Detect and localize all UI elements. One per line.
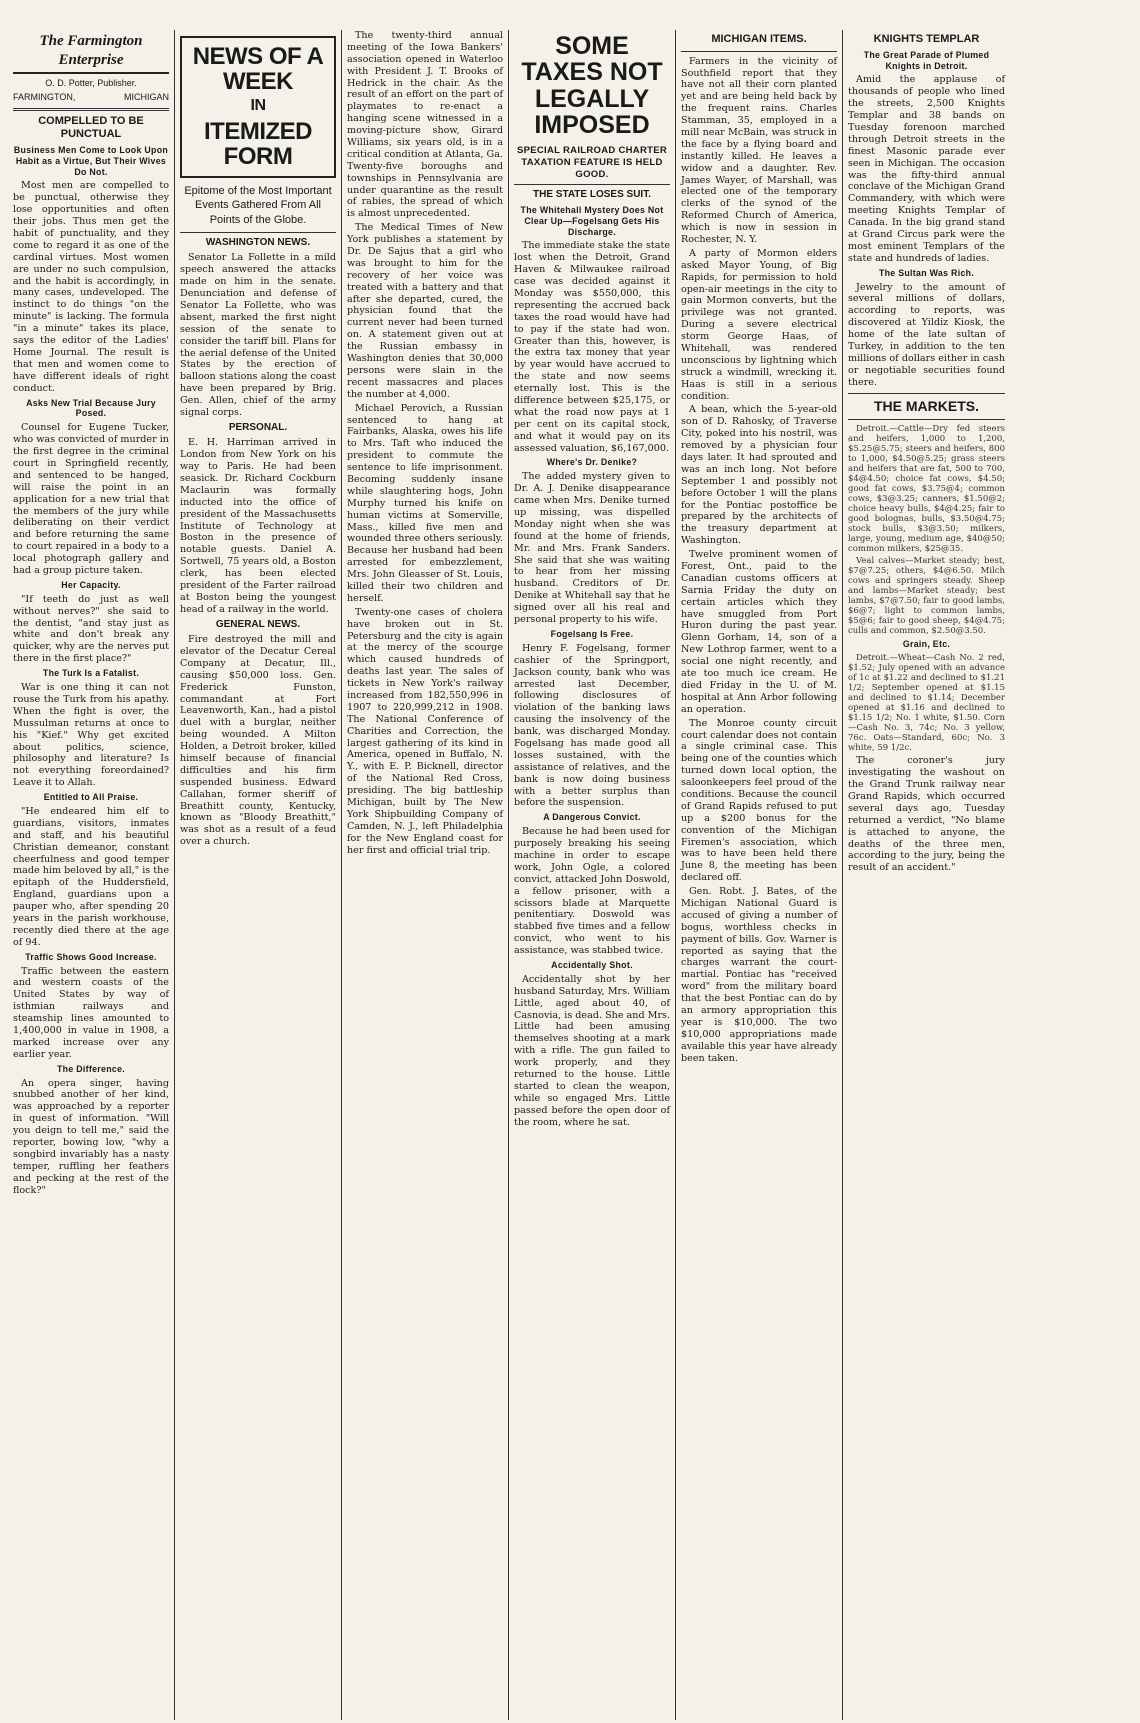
article-body: The immediate stake the state lost when the Detroit, Grand Haven & Milwaukee railroad case was decided against it Monday was $550,000, this representing the accrued back taxes the road would have had to pay if the state had won. Greater than this, however, is the extra tax money that year by year would have accrued to the state and now seems eternally lost. This is the difference between $25,175, or what the road now pays at 1 per cent on its capital stock, and what it would pay on its assessed valuation, $6,167,000. xyxy=(514,240,670,454)
article-body: Gen. Robt. J. Bates, of the Michigan National Guard is accused of giving a number of bogus, worthless checks in payment of bills. Gov. Warner is reported as saying that the charges warrant the court-martial. Pontiac has "received word" from the military board that the best Pontiac can do by an armory appropriation this year is $10,000. The two $10,000 appropriations made available this year have already been taken. xyxy=(681,886,837,1064)
place-left: FARMINGTON, xyxy=(13,92,76,103)
headline-knights-templar: KNIGHTS TEMPLAR xyxy=(873,33,980,45)
article-body: Fire destroyed the mill and elevator of the Decatur Cereal Company at Decatur, Ill., causing $50,000 loss. Gen. Frederick Funston, commandant at Fort Leavenworth, Kan., had a pistol duel with a burglar, neither being wounded. A Milton Holden, a Detroit broker, killed himself because of financial difficulties and his firm suspended business. Edward Callahan, former sheriff of Breathitt county, Kentucky, known as "Bloody Breathitt," was shot as a result of a feud over a church. xyxy=(180,634,336,848)
section-heading: WASHINGTON NEWS. xyxy=(205,237,311,249)
article-body: The Monroe county circuit court calendar does not contain a single criminal case. This being one of the counties which turned down local option, the saloonkeepers feel proud of the conditions. Because the council of Grand Rapids refused to put up a $200 bonus for the convention of the Michigan Firemen's association, which was to have been held there June 8, the meeting has been declared off. xyxy=(681,717,837,884)
article-body: Twelve prominent women of Forest, Ont., paid to the Canadian customs officers at Sarnia Friday the duty on certain articles which they have smuggled from Port Huron during the past year. Glenn Gorham, 14, son of a New Lothrop farmer, went to a social one night recently, and ate too much ice cream. He died Friday in the U. of M. hospital at Ann Arbor following an operation. xyxy=(681,549,837,715)
column-5 xyxy=(676,30,843,1720)
column-4 xyxy=(509,30,676,1720)
article-body: Jewelry to the amount of several millions of dollars, according to reports, was discovered at Yildiz Kiosk, the home of the late sultan of Turkey, in addition to the ten millions of dollars either in cash or negotiable securities found there. xyxy=(848,281,1005,388)
article-body: A bean, which the 5-year-old son of D. Rahosky, of Traverse City, poked into his nostril, was removed by a physician four days later. It had sprouted and was an inch long. Not before September 1 and possibly not before October 1 will the plans for the Pontiac postoffice be prepared by the architects of the treasury department at Washington. xyxy=(681,404,837,547)
article-body: The twenty-third annual meeting of the Iowa Bankers' association opened in Waterloo with President J. T. Brooks of Hedrick in the chair. As the result of an effort on the part of playmates to re-enact a hanging scene witnessed in a moving-picture show, Girard Williams, six years old, is in a critical condition at Atlanta, Ga. Twenty-five boroughs and townships in Pennsylvania are under quarantine as the result of rabies, the spread of which is almost unprecedented. xyxy=(347,30,503,220)
article-heading: The Sultan Was Rich. xyxy=(878,267,975,278)
article-subheading: The Whitehall Mystery Does Not Clear Up—Fogelsang Gets His Discharge. xyxy=(520,204,664,237)
place-right: MICHIGAN xyxy=(124,92,169,103)
article-body: Traffic between the eastern and western coasts of the United States by way of isthmian railways and steamship lines amounted to 1,400,000 in value in 1908, a marked increase over any earlier year. xyxy=(13,965,169,1060)
article-heading: Entitled to All Praise. xyxy=(43,792,139,803)
section-heading: GENERAL NEWS. xyxy=(215,618,301,630)
article-body: Because he had been used for purposely breaking his seeing machine in order to escape work, John Ogle, a colored convict, attacked John Doswold, a fellow prisoner, with a scissors blade at Marquette penitentiary. Doswold was stabbed five times and a fellow convict, who went to his assistance, was stabbed twice. xyxy=(514,826,671,957)
column-3 xyxy=(342,30,509,1720)
market-report: Veal calves—Market steady; best, $7@7.25; others, $4@6.50. Milch cows and springers steady. Sheep and lambs—Market steady; best lambs, $7@7.50; fair to good lambs, $6@7; light to common lambs, $5@6; fair to good sheep, $4@4.75; culls and common, $2.50@3.50. xyxy=(848,556,1005,637)
article-body: "He endeared him elf to guardians, visitors, inmates and staff, and his beautiful Christian demeanor, constant cheerfulness and good temper made him beloved by all," is the epitaph of the Huddersfield, England, guardians upon a pauper who, after spending 20 years in the parish workhouse, recently died there at the age of 94. xyxy=(13,805,169,948)
subhead-punctual: Business Men Come to Look Upon Habit as a Virtue, But Their Wives Do Not. xyxy=(13,144,169,177)
article-body: A party of Mormon elders asked Mayor Young, of Big Rapids, for permission to hold open-air meetings in the city to gain Mormon converts, but the privilege was not granted. During a severe electrical storm George Haas, of Whitehall, was rendered unconscious by lightning which struck a windmill, wrecking it. Haas is still in a serious condition. xyxy=(681,247,837,402)
article-body: Farmers in the vicinity of Southfield report that they have not all their corn planted yet and are being held back by the frequent rains. Charles Stamman, 35, employed in a mill near McBain, was struck in the face by a flying board and instantly killed. He leaves a widow and a daughter. Rev. James Wayer, of Marshall, was elected one of the temporary clerks of the synod of the Reformed Church of America, which is now in session in Rochester, N. Y. xyxy=(681,55,837,245)
article-body: Michael Perovich, a Russian sentenced to hang at Fairbanks, Alaska, owes his life to Mrs. Taft who induced the president to commute the sentence to life imprisonment. Becoming suddenly insane while slaughtering hogs, John Murphy turned his knife on human victims at Somerville, Mass., killed five men and wounded three others seriously. Because her husband had been arrested for embezzlement, Mrs. John Gleasser of St. Louis, killed their two children and herself. xyxy=(347,402,503,604)
article-body: Senator La Follette in a mild speech answered the attacks made on him in the senate. Denunciation and defense of Senator La Follette, who was absent, marked the first night session of the senate to consider the tariff bill. Plans for the aerial defense of the United States by the erection of balloon stations along the coast have been prepared by Brig. Gen. Allen, chief of the army signal corps. xyxy=(180,252,336,419)
deck-epitome: Epitome of the Most Important Events Gathered From All Points of the Globe. xyxy=(184,184,332,227)
column-2 xyxy=(175,30,342,1720)
grain-heading: Grain, Etc. xyxy=(902,639,951,650)
article-heading: Traffic Shows Good Increase. xyxy=(25,951,157,962)
headline-markets: THE MARKETS. xyxy=(874,397,979,414)
article-heading: Accidentally Shot. xyxy=(551,960,633,970)
article-heading: Fogelsang Is Free. xyxy=(550,628,634,639)
paper-name: The Farmington Enterprise xyxy=(13,32,169,74)
deck-railroad: SPECIAL RAILROAD CHARTER TAXATION FEATURE IS HELD GOOD. xyxy=(516,145,668,180)
article-body: The added mystery given to Dr. A. J. Denike disappearance came when Mrs. Denike turned up missing, was dispelled Monday night when she was found at the home of friends, Mr. and Mrs. Frank Sanders. She said that she was waiting to hear from her missing husband. Creditors of Dr. Denike at Whitehall say that he signed over all his real and personal property to his wife. xyxy=(514,471,670,626)
article-body: Twenty-one cases of cholera have broken out in St. Petersburg and the city is again at the mercy of the scourge which caused hundreds of deaths last year. The sales of tickets in New York's railway increased from 182,550,996 in 1907 to 220,999,212 in 1908. The National Conference of Charities and Correction, the largest gathering of its kind in America, opened in Buffalo, N. Y., with E. P. Bicknell, director of the National Red Cross, presiding. The big battleship Michigan, built by The New York Shipbuilding Company of Camden, N. J., left Philadelphia for the New England coast for her first and official trial trip. xyxy=(347,606,503,856)
article-body: The Medical Times of New York publishes a statement by Dr. De Sajus that a girl who was brought to him for the recovery of her voice was treated with a battery and that after she departed, cured, the physician found that the current never had been turned on. A statement given out at the Russian embassy in Washington denies that 30,000 persons were slain in the recent massacres and places the number at 4,000. xyxy=(347,222,503,400)
big-headline-news-week xyxy=(180,36,336,178)
big-headline-in: IN xyxy=(250,97,266,115)
publisher: O. D. Potter, Publisher. xyxy=(45,78,137,89)
big-headline-line-1: NEWS OF A WEEK xyxy=(192,43,324,96)
headline-michigan-items: MICHIGAN ITEMS. xyxy=(711,33,807,45)
article-body: Counsel for Eugene Tucker, who was convicted of murder in the first degree in the criminal court in Springfield recently, and sentenced to be hanged, will raise the point in an application for a new trial that the members of the jury while deliberating on their verdict and before returning the same to court repaired in a body to a local photograph gallery and had a group picture taken. xyxy=(13,422,169,576)
article-heading: Asks New Trial Because Jury Posed. xyxy=(26,397,156,419)
section-heading: PERSONAL. xyxy=(228,421,288,433)
article-body: E. H. Harriman arrived in London from New York on his way to Paris. He had been seasick. Dr. Richard Cockburn Maclaurin was formally inducted into the office of president of the Massachusetts Institute of Technology at Boston in the presence of notable guests. Daniel A. Sortwell, 75 years old, a Boston clerk, has been elected president of the Farter railroad at Boston being the youngest head of a railway in the world. xyxy=(180,437,336,615)
market-report: Detroit.—Wheat—Cash No. 2 red, $1.52; July opened with an advance of 1c at $1.22 and declined to $1.21 1/2; September opened at $1.15 and declined to $1.14; December opened at $1.16 and declined to $1.15 1/2; No. 1 white, $1.50. Corn—Cash No. 3, 74c; No. 3 yellow, 76c. Oats—Standard, 60c; No. 3 white, 59 1/2c. xyxy=(848,653,1005,754)
headline-punctual: COMPELLED TO BE PUNCTUAL xyxy=(38,114,144,141)
article-body: Amid the applause of thousands of people who lined the streets, 2,500 Knights Templar and 38 bands on Tuesday forenoon marched through Detroit streets in the finest Masonic parade ever seen in Michigan. The occasion was the fifty-third annual conclave of the Michigan Grand Commandery, with which were meeting Knights Templar of Canada. In the big grand stand at Grand Circus park were the most eminent Templars of the state and hundreds of ladies. xyxy=(848,74,1005,264)
market-report: Detroit.—Cattle—Dry fed steers and heifers, 1,000 to 1,200, $5.25@5.75; steers and heifers, 800 to 1,000, $4.50@5.25; grass steers and heifers that are fat, 500 to 700, $4@4.50; choice fat cows, $4.50; good fat cows, $3.75@4; common cows, $3@3.25; canners, $1.50@2; choice heavy bulls, $4@4.25; fair to good bolognas, bulls, $3.50@4.75; stock bulls, $3@3.50; milkers, large, young, medium age, $40@50; common milkers, $25@35. xyxy=(848,423,1005,555)
article-body: "If teeth do just as well without nerves?" she said to the dentist, "and stay just as white and don't break any quicker, why are the nerves put there in the first place?" xyxy=(13,593,169,665)
article-heading: Where's Dr. Denike? xyxy=(546,457,638,468)
publisher-line xyxy=(13,78,169,89)
article-body: Henry F. Fogelsang, former cashier of the Springport, Jackson county, bank who was arrested last December, following disclosures of violation of the banking laws causing the insolvency of the bank, was discharged Monday. Fogelsang has made good all losses sustained, with the assistance of relatives, and the bank is now doing business with a better surplus than before the suspension. xyxy=(514,642,670,809)
column-layout xyxy=(8,30,1132,1720)
column-6 xyxy=(843,30,1010,1720)
article-heading: Her Capacity. xyxy=(61,579,121,590)
dateline xyxy=(13,92,169,103)
article-body: War is one thing it can not rouse the Turk from his apathy. When the fight is over, the Mussulman returns at once to his "Kief." Why get excited about politics, science, philosophy and literature? Is not everything foreordained? Leave it to Allah. xyxy=(13,682,169,789)
article-body: The coroner's jury investigating the washout on the Grand Trunk railway near Grand Rapids, which occurred several days ago, Tuesday returned a verdict, "No blame is attached to anyone, the deaths of the three men, according to the jury, being the result of an accident." xyxy=(848,755,1005,874)
big-headline-line-2: ITEMIZED FORM xyxy=(204,118,312,171)
subhead-knights: The Great Parade of Plumed Knights in Detroit. xyxy=(863,49,990,71)
big-headline-taxes: SOME TAXES NOT LEGALLY IMPOSED xyxy=(521,32,663,139)
article-body: Accidentally shot by her husband Saturday, Mrs. William Little, aged about 40, of Casnovia, is dead. She and Mrs. Little had been amusing themselves shooting at a mark with a rifle. The gun failed to work properly, and they returned to the house. Little started to clean the weapon, while so engaged Mrs. Little passed before the open door of the room, where he sat. xyxy=(514,973,671,1128)
article-heading: The Difference. xyxy=(56,1063,126,1074)
article-body: Most men are compelled to be punctual, otherwise they lose opportunities and often their jobs. Thus men get the habit of punctuality, and they come to regard it as one of the cardinal virtues. Most women are under no such compulsion, and the habit is accordingly, in many cases, undeveloped. The instinct to do things "on the minute" is lacking. The formula "in a minute" takes its place, says the editor of the Ladies' Home Journal. The result is that men and women come to have different ideals of right conduct. xyxy=(13,180,169,394)
column-1 xyxy=(8,30,175,1720)
article-heading: A Dangerous Convict. xyxy=(543,812,641,823)
article-heading: The Turk Is a Fatalist. xyxy=(42,668,140,679)
article-heading: THE STATE LOSES SUIT. xyxy=(533,189,651,201)
article-body: An opera singer, having snubbed another of her kind, was approached by a reporter in quest of information. "Will you deign to tell me," said the reporter, bowing low, "why a songbird invariably has a nasty temper, ruffling her feathers and pecking at the rest of the flock?" xyxy=(13,1077,169,1196)
